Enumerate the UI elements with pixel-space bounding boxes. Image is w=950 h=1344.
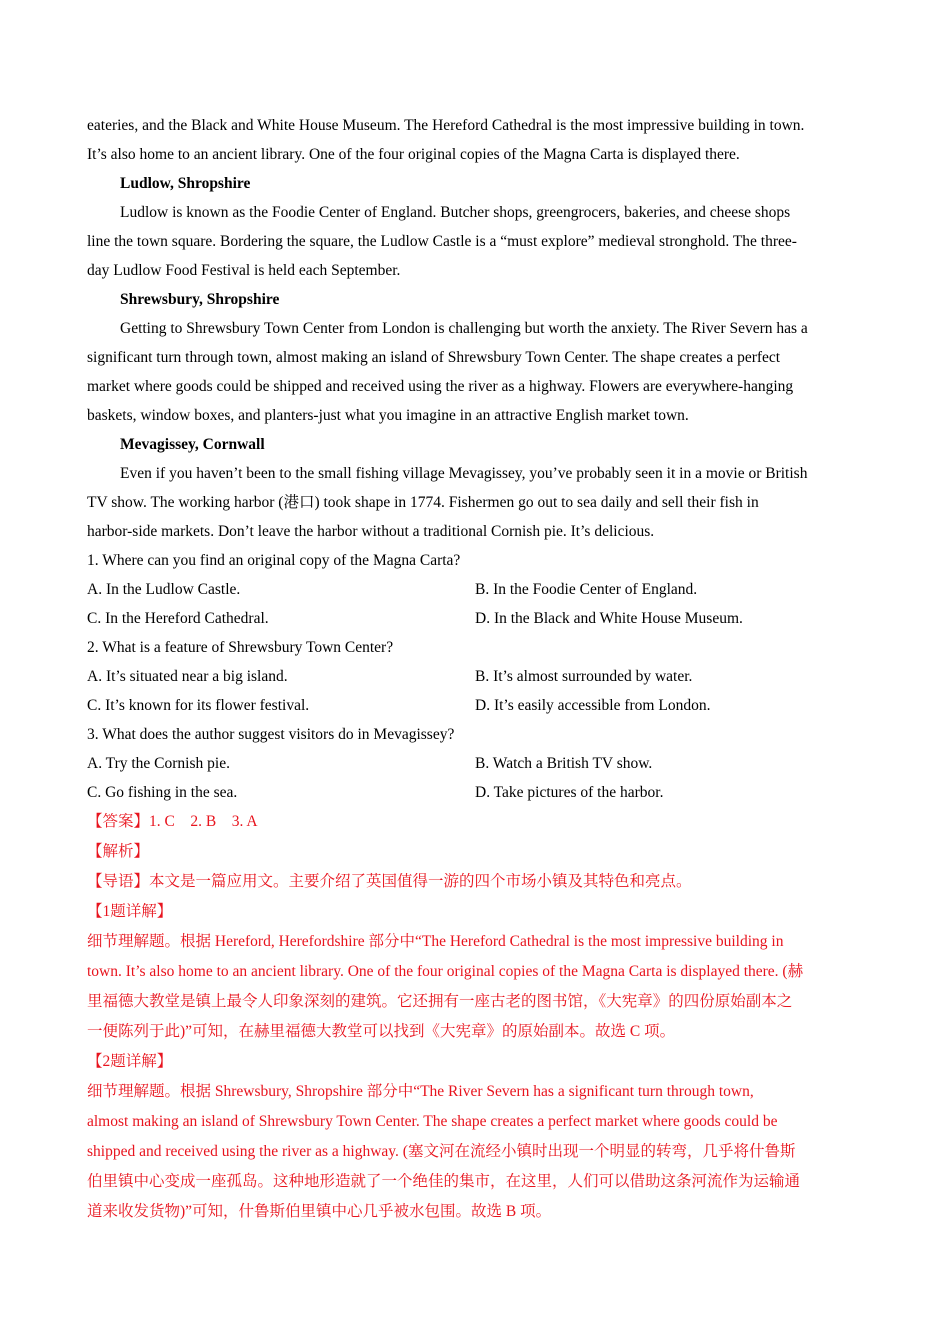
q1-detail-line: 里福德大教堂是镇上最令人印象深刻的建筑。它还拥有一座古老的图书馆，《大宪章》的四份原始副本之 bbox=[87, 993, 793, 1010]
q2-detail-label: 【2题详解】 bbox=[87, 1053, 173, 1070]
passage-line: eateries, and the Black and White House Museum. The Hereford Cathedral is the most impressive building in town. bbox=[87, 117, 805, 134]
question-3-options-row bbox=[87, 778, 865, 807]
passage-line: Even if you haven’t been to the small fishing village Mevagissey, you’ve probably seen it in a movie or British bbox=[120, 465, 808, 482]
option-d: D. It’s easily accessible from London. bbox=[475, 697, 711, 714]
passage-line: market where goods could be shipped and received using the river as a highway. Flowers are everywhere-hanging bbox=[87, 378, 794, 395]
passage-line: baskets, window boxes, and planters-just what you imagine in an attractive English market town. bbox=[87, 407, 689, 424]
option-a: A. It’s situated near a big island. bbox=[87, 668, 288, 685]
passage-line: line the town square. Bordering the square, the Ludlow Castle is a “must explore” medieval stronghold. The three- bbox=[87, 233, 797, 250]
q1-detail-label: 【1题详解】 bbox=[87, 903, 173, 920]
option-c: C. It’s known for its flower festival. bbox=[87, 697, 310, 714]
passage-line: harbor-side markets. Don’t leave the harbor without a traditional Cornish pie. It’s delicious. bbox=[87, 523, 655, 540]
analysis-label: 【解析】 bbox=[87, 843, 150, 860]
answer-label: 【答案】 bbox=[87, 813, 150, 830]
q2-detail-line: shipped and received using the river as a highway. (塞文河在流经小镇时出现一个明显的转弯，几乎将什鲁斯 bbox=[87, 1143, 796, 1160]
document-page bbox=[87, 111, 865, 1227]
option-d: D. In the Black and White House Museum. bbox=[475, 610, 743, 627]
question-2-stem: 2. What is a feature of Shrewsbury Town Center? bbox=[87, 639, 394, 656]
option-a: A. In the Ludlow Castle. bbox=[87, 581, 241, 598]
passage-line: Ludlow is known as the Foodie Center of England. Butcher shops, greengrocers, bakeries, and cheese shops bbox=[120, 204, 791, 221]
question-1-stem: 1. Where can you find an original copy of the Magna Carta? bbox=[87, 552, 461, 569]
analysis-guide: 【导语】本文是一篇应用文。主要介绍了英国值得一游的四个市场小镇及其特色和亮点。 bbox=[87, 873, 692, 890]
q1-detail-line: town. It’s also home to an ancient library. One of the four original copies of the Magna Carta is displayed there. (赫 bbox=[87, 963, 804, 980]
question-3-stem: 3. What does the author suggest visitors do in Mevagissey? bbox=[87, 726, 455, 743]
passage-line: day Ludlow Food Festival is held each September. bbox=[87, 262, 401, 279]
passage-line: TV show. The working harbor (港口) took shape in 1774. Fishermen go out to sea daily and sell their fish in bbox=[87, 494, 759, 511]
section-heading-ludlow: Ludlow, Shropshire bbox=[120, 175, 251, 192]
section-heading-mevagissey: Mevagissey, Cornwall bbox=[120, 436, 265, 453]
question-3-options-row bbox=[87, 749, 865, 778]
question-1-options-row bbox=[87, 575, 865, 604]
question-1-options-row bbox=[87, 604, 865, 633]
q1-detail-line: 一便陈列于此)”可知，在赫里福德大教堂可以找到《大宪章》的原始副本。故选 C 项。 bbox=[87, 1023, 676, 1040]
option-b: B. In the Foodie Center of England. bbox=[475, 581, 698, 598]
option-c: C. In the Hereford Cathedral. bbox=[87, 610, 269, 627]
answer-values: 1. C 2. B 3. A bbox=[149, 813, 258, 830]
q2-detail-line: 伯里镇中心变成一座孤岛。这种地形造就了一个绝佳的集市，在这里，人们可以借助这条河流作为运输通 bbox=[87, 1173, 801, 1190]
section-heading-shrewsbury: Shrewsbury, Shropshire bbox=[120, 291, 280, 308]
option-c: C. Go fishing in the sea. bbox=[87, 784, 238, 801]
option-b: B. Watch a British TV show. bbox=[475, 755, 653, 772]
question-2-options-row bbox=[87, 691, 865, 720]
q2-detail-line: almost making an island of Shrewsbury Town Center. The shape creates a perfect market where goods could be bbox=[87, 1113, 778, 1130]
answer-line bbox=[87, 807, 865, 837]
passage-line: It’s also home to an ancient library. One of the four original copies of the Magna Carta is displayed there. bbox=[87, 146, 740, 163]
q2-detail-line: 细节理解题。根据 Shrewsbury, Shropshire 部分中“The River Severn has a significant turn through town, bbox=[87, 1083, 754, 1100]
passage-line: Getting to Shrewsbury Town Center from London is challenging but worth the anxiety. The River Severn has a bbox=[120, 320, 808, 337]
q1-detail-line: 细节理解题。根据 Hereford, Herefordshire 部分中“The Hereford Cathedral is the most impressive building in bbox=[87, 933, 784, 950]
q2-detail-line: 道来收发货物)”可知，什鲁斯伯里镇中心几乎被水包围。故选 B 项。 bbox=[87, 1203, 552, 1220]
passage-line: significant turn through town, almost making an island of Shrewsbury Town Center. The shape creates a perfect bbox=[87, 349, 781, 366]
option-a: A. Try the Cornish pie. bbox=[87, 755, 230, 772]
option-d: D. Take pictures of the harbor. bbox=[475, 784, 664, 801]
question-2-options-row bbox=[87, 662, 865, 691]
option-b: B. It’s almost surrounded by water. bbox=[475, 668, 693, 685]
